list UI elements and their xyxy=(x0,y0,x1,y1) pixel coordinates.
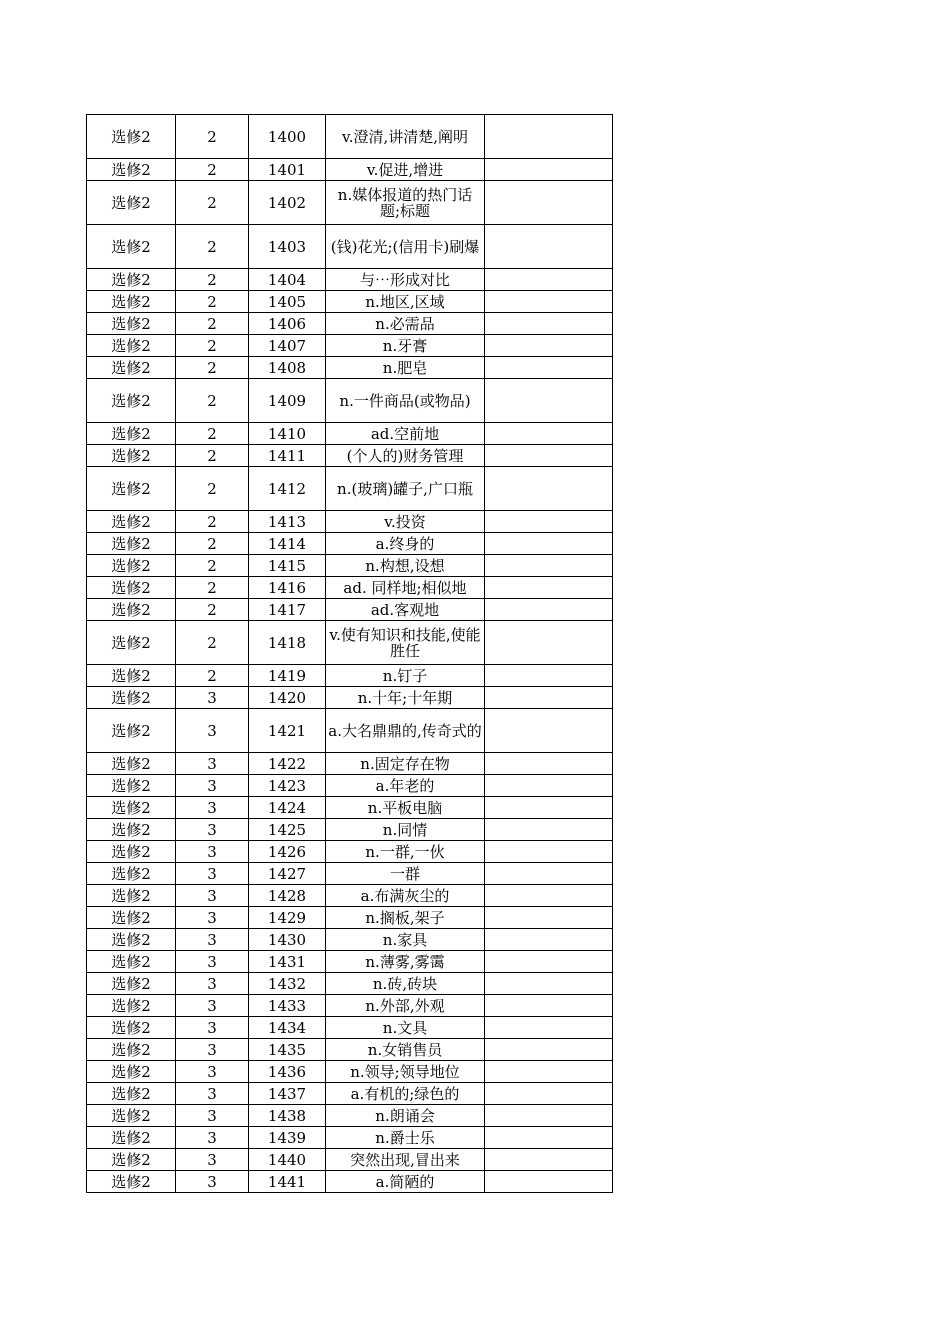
cell-number: 1407 xyxy=(249,335,326,357)
cell-number: 1401 xyxy=(249,159,326,181)
cell-word xyxy=(485,973,613,995)
table-row xyxy=(87,313,613,335)
cell-meaning: n.同情 xyxy=(326,819,485,841)
cell-unit: 3 xyxy=(176,863,249,885)
table-row xyxy=(87,621,613,665)
table-row xyxy=(87,467,613,511)
table-row xyxy=(87,1017,613,1039)
cell-word xyxy=(485,445,613,467)
cell-meaning: n.外部,外观 xyxy=(326,995,485,1017)
cell-meaning: n.搁板,架子 xyxy=(326,907,485,929)
cell-word xyxy=(485,929,613,951)
cell-number: 1427 xyxy=(249,863,326,885)
cell-unit: 2 xyxy=(176,291,249,313)
table-row xyxy=(87,555,613,577)
cell-meaning: n.女销售员 xyxy=(326,1039,485,1061)
cell-number: 1430 xyxy=(249,929,326,951)
cell-unit: 3 xyxy=(176,1061,249,1083)
cell-book: 选修2 xyxy=(87,533,176,555)
cell-meaning: n.一件商品(或物品) xyxy=(326,379,485,423)
table-row xyxy=(87,951,613,973)
cell-unit: 3 xyxy=(176,1105,249,1127)
table-row xyxy=(87,357,613,379)
cell-unit: 2 xyxy=(176,577,249,599)
cell-meaning: a.大名鼎鼎的,传奇式的 xyxy=(326,709,485,753)
cell-book: 选修2 xyxy=(87,357,176,379)
cell-word xyxy=(485,225,613,269)
cell-word xyxy=(485,753,613,775)
cell-meaning: n.砖,砖块 xyxy=(326,973,485,995)
cell-meaning: n.爵士乐 xyxy=(326,1127,485,1149)
cell-unit: 2 xyxy=(176,269,249,291)
table-row xyxy=(87,929,613,951)
cell-unit: 3 xyxy=(176,1017,249,1039)
cell-number: 1418 xyxy=(249,621,326,665)
cell-word xyxy=(485,621,613,665)
cell-book: 选修2 xyxy=(87,313,176,335)
cell-word xyxy=(485,159,613,181)
cell-meaning: n.朗诵会 xyxy=(326,1105,485,1127)
cell-book: 选修2 xyxy=(87,951,176,973)
cell-number: 1437 xyxy=(249,1083,326,1105)
cell-meaning: n.平板电脑 xyxy=(326,797,485,819)
cell-number: 1434 xyxy=(249,1017,326,1039)
cell-number: 1405 xyxy=(249,291,326,313)
table-row xyxy=(87,775,613,797)
cell-book: 选修2 xyxy=(87,709,176,753)
cell-meaning: (个人的)财务管理 xyxy=(326,445,485,467)
cell-book: 选修2 xyxy=(87,841,176,863)
cell-book: 选修2 xyxy=(87,291,176,313)
cell-unit: 3 xyxy=(176,709,249,753)
cell-number: 1432 xyxy=(249,973,326,995)
cell-unit: 3 xyxy=(176,929,249,951)
cell-word xyxy=(485,665,613,687)
cell-book: 选修2 xyxy=(87,445,176,467)
cell-word xyxy=(485,1127,613,1149)
cell-number: 1423 xyxy=(249,775,326,797)
table-row xyxy=(87,269,613,291)
cell-unit: 3 xyxy=(176,1171,249,1193)
cell-meaning: n.肥皂 xyxy=(326,357,485,379)
cell-word xyxy=(485,797,613,819)
cell-number: 1402 xyxy=(249,181,326,225)
cell-word xyxy=(485,1061,613,1083)
cell-word xyxy=(485,555,613,577)
cell-number: 1409 xyxy=(249,379,326,423)
cell-book: 选修2 xyxy=(87,973,176,995)
cell-word xyxy=(485,379,613,423)
cell-meaning: 一群 xyxy=(326,863,485,885)
cell-book: 选修2 xyxy=(87,159,176,181)
cell-number: 1426 xyxy=(249,841,326,863)
cell-meaning: n.钉子 xyxy=(326,665,485,687)
cell-meaning: n.家具 xyxy=(326,929,485,951)
cell-meaning: (钱)花光;(信用卡)刷爆 xyxy=(326,225,485,269)
cell-number: 1439 xyxy=(249,1127,326,1149)
cell-word xyxy=(485,599,613,621)
cell-word xyxy=(485,423,613,445)
cell-word xyxy=(485,1171,613,1193)
cell-unit: 2 xyxy=(176,335,249,357)
cell-book: 选修2 xyxy=(87,1061,176,1083)
cell-book: 选修2 xyxy=(87,1149,176,1171)
table-row xyxy=(87,995,613,1017)
cell-book: 选修2 xyxy=(87,797,176,819)
table-row xyxy=(87,533,613,555)
cell-meaning: a.终身的 xyxy=(326,533,485,555)
cell-meaning: ad. 同样地;相似地 xyxy=(326,577,485,599)
cell-number: 1440 xyxy=(249,1149,326,1171)
cell-word xyxy=(485,269,613,291)
cell-number: 1413 xyxy=(249,511,326,533)
cell-unit: 3 xyxy=(176,819,249,841)
cell-meaning: 与⋯形成对比 xyxy=(326,269,485,291)
cell-unit: 2 xyxy=(176,181,249,225)
cell-unit: 2 xyxy=(176,511,249,533)
cell-number: 1429 xyxy=(249,907,326,929)
cell-number: 1410 xyxy=(249,423,326,445)
cell-word xyxy=(485,335,613,357)
cell-word xyxy=(485,951,613,973)
cell-meaning: n.十年;十年期 xyxy=(326,687,485,709)
cell-number: 1408 xyxy=(249,357,326,379)
cell-number: 1400 xyxy=(249,115,326,159)
cell-meaning: n.媒体报道的热门话题;标题 xyxy=(326,181,485,225)
cell-number: 1428 xyxy=(249,885,326,907)
cell-book: 选修2 xyxy=(87,423,176,445)
cell-number: 1411 xyxy=(249,445,326,467)
cell-book: 选修2 xyxy=(87,1105,176,1127)
cell-meaning: n.文具 xyxy=(326,1017,485,1039)
cell-number: 1422 xyxy=(249,753,326,775)
cell-meaning: n.(玻璃)罐子,广口瓶 xyxy=(326,467,485,511)
table-row xyxy=(87,599,613,621)
table-row xyxy=(87,1039,613,1061)
cell-word xyxy=(485,885,613,907)
cell-book: 选修2 xyxy=(87,225,176,269)
cell-unit: 2 xyxy=(176,423,249,445)
cell-book: 选修2 xyxy=(87,621,176,665)
cell-unit: 3 xyxy=(176,841,249,863)
cell-book: 选修2 xyxy=(87,775,176,797)
table-row xyxy=(87,379,613,423)
cell-number: 1406 xyxy=(249,313,326,335)
cell-number: 1425 xyxy=(249,819,326,841)
cell-number: 1421 xyxy=(249,709,326,753)
cell-unit: 2 xyxy=(176,533,249,555)
cell-book: 选修2 xyxy=(87,379,176,423)
cell-unit: 3 xyxy=(176,797,249,819)
cell-unit: 3 xyxy=(176,1149,249,1171)
cell-unit: 2 xyxy=(176,445,249,467)
cell-word xyxy=(485,533,613,555)
table-row xyxy=(87,445,613,467)
cell-unit: 2 xyxy=(176,599,249,621)
cell-unit: 3 xyxy=(176,973,249,995)
cell-unit: 3 xyxy=(176,775,249,797)
cell-meaning: v.使有知识和技能,使能胜任 xyxy=(326,621,485,665)
table-row xyxy=(87,863,613,885)
cell-word xyxy=(485,511,613,533)
cell-book: 选修2 xyxy=(87,929,176,951)
cell-number: 1438 xyxy=(249,1105,326,1127)
cell-unit: 2 xyxy=(176,159,249,181)
cell-unit: 3 xyxy=(176,687,249,709)
cell-number: 1441 xyxy=(249,1171,326,1193)
cell-meaning: n.一群,一伙 xyxy=(326,841,485,863)
cell-meaning: a.有机的;绿色的 xyxy=(326,1083,485,1105)
cell-number: 1433 xyxy=(249,995,326,1017)
table-row xyxy=(87,709,613,753)
cell-unit: 2 xyxy=(176,379,249,423)
cell-book: 选修2 xyxy=(87,1017,176,1039)
cell-word xyxy=(485,1083,613,1105)
cell-word xyxy=(485,1149,613,1171)
cell-number: 1436 xyxy=(249,1061,326,1083)
table-row xyxy=(87,797,613,819)
cell-word xyxy=(485,863,613,885)
cell-number: 1424 xyxy=(249,797,326,819)
cell-meaning: v.投资 xyxy=(326,511,485,533)
cell-unit: 3 xyxy=(176,1039,249,1061)
table-row xyxy=(87,335,613,357)
cell-word xyxy=(485,907,613,929)
cell-number: 1431 xyxy=(249,951,326,973)
cell-book: 选修2 xyxy=(87,599,176,621)
table-row xyxy=(87,885,613,907)
cell-unit: 3 xyxy=(176,1083,249,1105)
cell-word xyxy=(485,775,613,797)
cell-number: 1417 xyxy=(249,599,326,621)
cell-number: 1415 xyxy=(249,555,326,577)
cell-word xyxy=(485,1017,613,1039)
table-row xyxy=(87,1083,613,1105)
cell-unit: 2 xyxy=(176,313,249,335)
cell-book: 选修2 xyxy=(87,269,176,291)
cell-word xyxy=(485,181,613,225)
cell-meaning: ad.客观地 xyxy=(326,599,485,621)
cell-meaning: a.布满灰尘的 xyxy=(326,885,485,907)
table-row xyxy=(87,115,613,159)
cell-book: 选修2 xyxy=(87,665,176,687)
cell-meaning: v.促进,增进 xyxy=(326,159,485,181)
cell-unit: 2 xyxy=(176,115,249,159)
cell-meaning: n.构想,设想 xyxy=(326,555,485,577)
cell-meaning: v.澄清,讲清楚,阐明 xyxy=(326,115,485,159)
cell-number: 1416 xyxy=(249,577,326,599)
cell-meaning: n.薄雾,雾霭 xyxy=(326,951,485,973)
cell-word xyxy=(485,819,613,841)
table-row xyxy=(87,225,613,269)
cell-unit: 2 xyxy=(176,357,249,379)
cell-book: 选修2 xyxy=(87,1127,176,1149)
cell-book: 选修2 xyxy=(87,467,176,511)
cell-word xyxy=(485,841,613,863)
table-row xyxy=(87,1127,613,1149)
cell-number: 1419 xyxy=(249,665,326,687)
table-row xyxy=(87,1171,613,1193)
table-row xyxy=(87,577,613,599)
cell-word xyxy=(485,995,613,1017)
cell-book: 选修2 xyxy=(87,1083,176,1105)
cell-meaning: n.必需品 xyxy=(326,313,485,335)
cell-meaning: n.牙膏 xyxy=(326,335,485,357)
cell-number: 1435 xyxy=(249,1039,326,1061)
cell-unit: 3 xyxy=(176,885,249,907)
cell-meaning: a.简陋的 xyxy=(326,1171,485,1193)
cell-unit: 3 xyxy=(176,995,249,1017)
vocabulary-table xyxy=(86,114,613,1193)
cell-book: 选修2 xyxy=(87,335,176,357)
cell-number: 1403 xyxy=(249,225,326,269)
cell-book: 选修2 xyxy=(87,1171,176,1193)
table-row xyxy=(87,181,613,225)
cell-book: 选修2 xyxy=(87,907,176,929)
cell-unit: 3 xyxy=(176,951,249,973)
cell-unit: 3 xyxy=(176,907,249,929)
cell-unit: 3 xyxy=(176,753,249,775)
cell-unit: 2 xyxy=(176,665,249,687)
cell-meaning: a.年老的 xyxy=(326,775,485,797)
cell-word xyxy=(485,467,613,511)
cell-unit: 2 xyxy=(176,225,249,269)
cell-book: 选修2 xyxy=(87,577,176,599)
cell-number: 1404 xyxy=(249,269,326,291)
cell-word xyxy=(485,687,613,709)
cell-unit: 3 xyxy=(176,1127,249,1149)
cell-word xyxy=(485,291,613,313)
cell-book: 选修2 xyxy=(87,687,176,709)
cell-book: 选修2 xyxy=(87,863,176,885)
table-row xyxy=(87,159,613,181)
table-row xyxy=(87,665,613,687)
cell-word xyxy=(485,577,613,599)
cell-unit: 2 xyxy=(176,467,249,511)
cell-word xyxy=(485,115,613,159)
cell-meaning: n.固定存在物 xyxy=(326,753,485,775)
table-row xyxy=(87,753,613,775)
table-row xyxy=(87,907,613,929)
cell-meaning: 突然出现,冒出来 xyxy=(326,1149,485,1171)
table-row xyxy=(87,511,613,533)
table-row xyxy=(87,841,613,863)
vocabulary-table-body xyxy=(87,115,613,1193)
cell-book: 选修2 xyxy=(87,1039,176,1061)
table-row xyxy=(87,291,613,313)
cell-number: 1414 xyxy=(249,533,326,555)
cell-book: 选修2 xyxy=(87,555,176,577)
cell-meaning: ad.空前地 xyxy=(326,423,485,445)
cell-book: 选修2 xyxy=(87,885,176,907)
cell-word xyxy=(485,357,613,379)
cell-meaning: n.地区,区域 xyxy=(326,291,485,313)
cell-book: 选修2 xyxy=(87,753,176,775)
cell-number: 1412 xyxy=(249,467,326,511)
cell-book: 选修2 xyxy=(87,995,176,1017)
table-row xyxy=(87,1149,613,1171)
cell-book: 选修2 xyxy=(87,511,176,533)
cell-word xyxy=(485,709,613,753)
cell-book: 选修2 xyxy=(87,181,176,225)
cell-word xyxy=(485,1039,613,1061)
table-row xyxy=(87,973,613,995)
table-row xyxy=(87,687,613,709)
cell-number: 1420 xyxy=(249,687,326,709)
table-row xyxy=(87,423,613,445)
table-row xyxy=(87,1061,613,1083)
cell-book: 选修2 xyxy=(87,115,176,159)
cell-word xyxy=(485,313,613,335)
table-row xyxy=(87,1105,613,1127)
cell-unit: 2 xyxy=(176,621,249,665)
cell-word xyxy=(485,1105,613,1127)
cell-unit: 2 xyxy=(176,555,249,577)
cell-meaning: n.领导;领导地位 xyxy=(326,1061,485,1083)
cell-book: 选修2 xyxy=(87,819,176,841)
table-row xyxy=(87,819,613,841)
